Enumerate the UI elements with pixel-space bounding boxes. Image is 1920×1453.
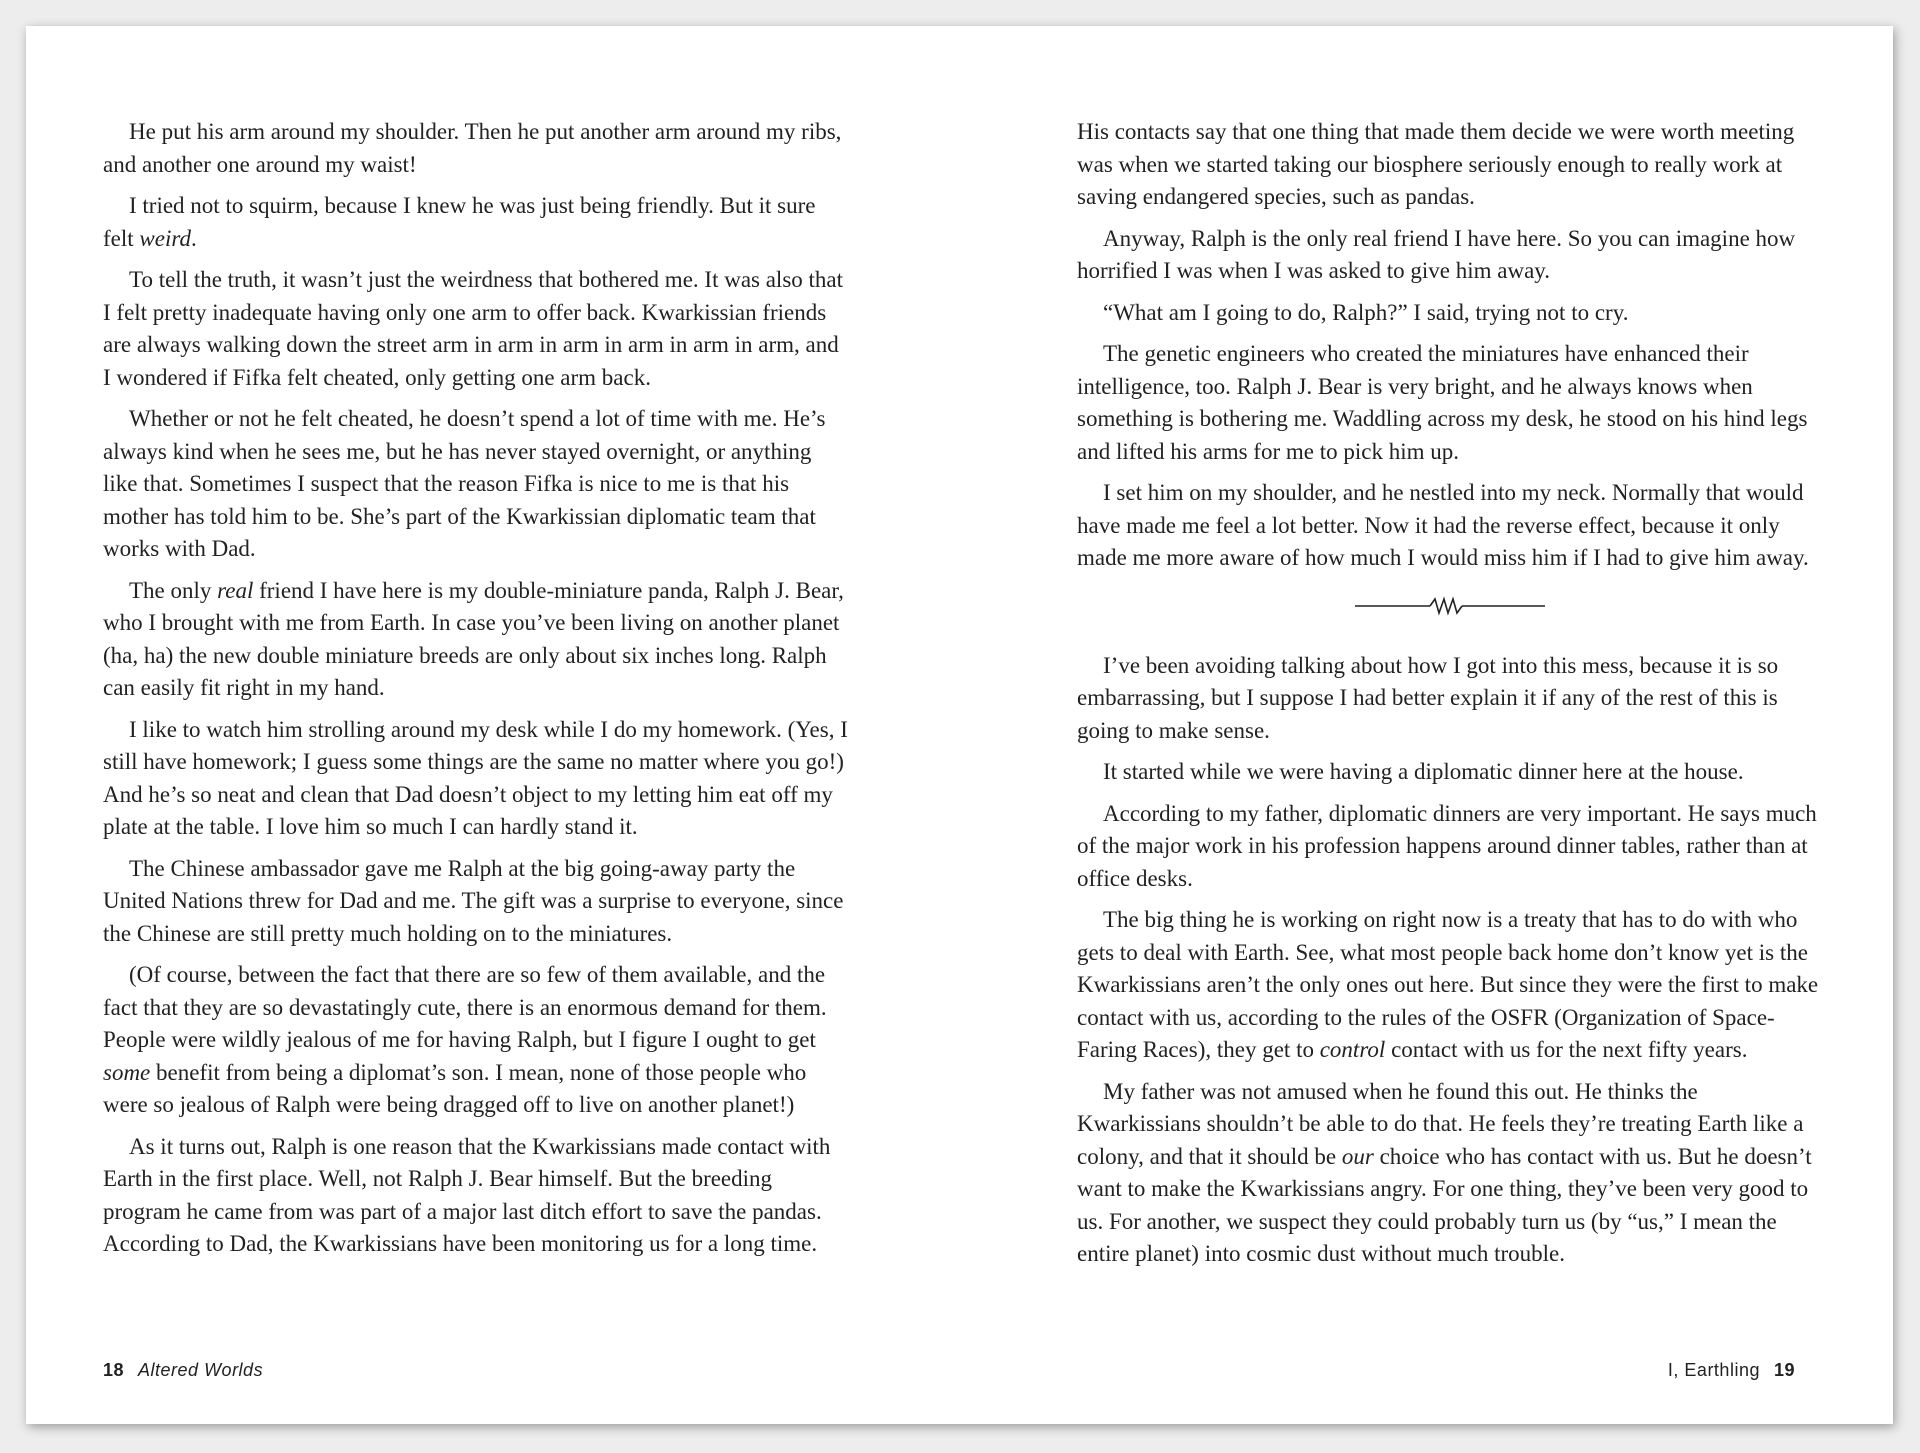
- emphasis: weird: [139, 225, 191, 251]
- paragraph: I tried not to squirm, because I knew he was just being friendly. But it sure felt weird.: [103, 193, 816, 251]
- section-break: [1077, 584, 1822, 628]
- paragraph: The only real friend I have here is my double-miniature panda, Ralph J. Bear, who I brought with me from Earth. In case you’ve been living on another planet (ha, ha) the new double miniature breeds are only about six inches long. Ralph can easily fit right in my hand.: [103, 577, 844, 700]
- paragraph: (Of course, between the fact that there are so few of them available, and the fact that they are so devastatingly cute, there is an enormous demand for them. People were wildly jealous of me for having Ralph, but I figure I ought to get some benefit from being a diplomat’s son. I mean, none of those people who were so jealous of Ralph were being dragged off to live on another planet!): [103, 962, 827, 1117]
- left-page-text: [103, 116, 848, 1261]
- page-number-left: 18: [103, 1360, 125, 1380]
- paragraph: He put his arm around my shoulder. Then he put another arm around my ribs, and another one around my waist!: [103, 119, 842, 177]
- paragraph: Whether or not he felt cheated, he doesn’t spend a lot of time with me. He’s always kind when he sees me, but he has never stayed overnight, or anything like that. Sometimes I suspect that the reason Fifka is nice to me is that his mother has told him to be. She’s part of the Kwarkissian diplomatic team that works with Dad.: [103, 406, 826, 561]
- paragraph: It started while we were having a diplomatic dinner here at the house.: [1103, 759, 1744, 784]
- paragraph: The genetic engineers who created the miniatures have enhanced their intelligence, too. Ralph J. Bear is very bright, and he always knows when something is bothering me. Waddling across my desk, he stood on his hind legs and lifted his arms for me to pick him up.: [1077, 341, 1808, 464]
- paragraph: Anyway, Ralph is the only real friend I have here. So you can imagine how horrified I was when I was asked to give him away.: [1077, 225, 1796, 283]
- paragraph: The big thing he is working on right now is a treaty that has to do with who gets to deal with Earth. See, what most people back home don’t know yet is the Kwarkissians aren’t the only ones out here. But since they were the first to make contact with us, according to the rules of the OSFR (Organization of Space-Faring Races), they get to control contact with us for the next fifty years.: [1077, 907, 1819, 1062]
- book-title-footer: Altered Worlds: [138, 1360, 264, 1380]
- paragraph: The Chinese ambassador gave me Ralph at the big going-away party the United Nations threw for Dad and me. The gift was a surprise to everyone, since the Chinese are still pretty much holding on to the miniatures.: [103, 855, 844, 946]
- emphasis: our: [1341, 1143, 1374, 1169]
- paragraph: To tell the truth, it wasn’t just the weirdness that bothered me. It was also that I felt pretty inadequate having only one arm to offer back. Kwarkissian friends are always walking down the street arm in arm in arm in arm in arm in arm, and I wondered if Fifka felt cheated, only getting one arm back.: [103, 267, 844, 390]
- right-page-text-after-break: [1077, 650, 1822, 1271]
- paragraph: I like to watch him strolling around my desk while I do my homework. (Yes, I still have homework; I guess some things are the same no matter where you go!) And he’s so neat and clean that Dad doesn’t object to my letting him eat off my plate at the table. I love him so much I can hardly stand it.: [103, 716, 848, 839]
- right-page: [1077, 116, 1822, 1280]
- right-page-footer: [1668, 1360, 1795, 1381]
- paragraph: “What am I going to do, Ralph?” I said, trying not to cry.: [1103, 299, 1629, 325]
- book-spread: [26, 26, 1893, 1424]
- paragraph: My father was not amused when he found this out. He thinks the Kwarkissians shouldn’t be able to do that. He feels they’re treating Earth like a colony, and that it should be our choice who has contact with us. But he doesn’t want to make the Kwarkissians angry. For one thing, they’ve been very good to us. For another, we suspect they could probably turn us (by “us,” I mean the entire planet) into cosmic dust without much trouble.: [1077, 1078, 1812, 1266]
- section-break-ornament-icon: [1355, 591, 1545, 621]
- paragraph: According to my father, diplomatic dinners are very important. He says much of the major work in his profession happens around dinner tables, rather than at office desks.: [1077, 800, 1817, 891]
- left-page-footer: [103, 1360, 263, 1381]
- paragraph: I’ve been avoiding talking about how I got into this mess, because it is so embarrassing, but I suppose I had better explain it if any of the rest of this is going to make sense.: [1077, 652, 1779, 743]
- paragraph: I set him on my shoulder, and he nestled into my neck. Normally that would have made me feel a lot better. Now it had the reverse effect, because it only made me more aware of how much I would miss him if I had to give him away.: [1077, 480, 1809, 570]
- page-number-right: 19: [1773, 1360, 1795, 1380]
- emphasis: some: [103, 1059, 151, 1085]
- paragraph: His contacts say that one thing that made them decide we were worth meeting was when we started taking our biosphere seriously enough to really work at saving endangered species, such as pandas.: [1077, 119, 1795, 209]
- paragraph: As it turns out, Ralph is one reason that the Kwarkissians made contact with Earth in the first place. Well, not Ralph J. Bear himself. But the breeding program he came from was part of a major last ditch effort to save the pandas. According to Dad, the Kwarkissians have been monitoring us for a long time.: [103, 1133, 831, 1256]
- emphasis: real: [217, 577, 254, 603]
- chapter-title-footer: I, Earthling: [1667, 1360, 1760, 1380]
- left-page: [103, 116, 848, 1270]
- right-page-text-before-break: [1077, 116, 1822, 575]
- emphasis: control: [1319, 1037, 1386, 1062]
